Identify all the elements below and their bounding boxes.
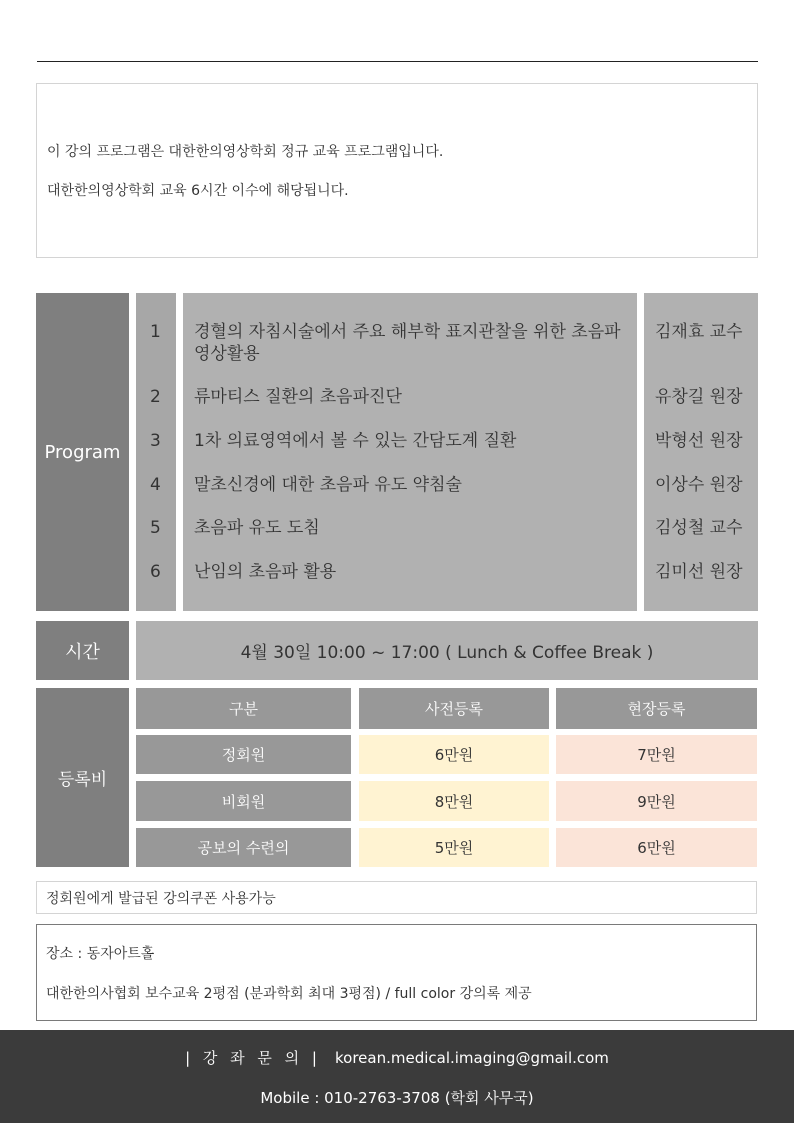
program-row-speaker: 김미선 원장	[655, 562, 743, 582]
program-row-title: 초음파 유도 도침	[194, 518, 320, 538]
program-row-title: 난임의 초음파 활용	[194, 562, 337, 582]
intro-line-2: 대한한의영상학회 교육 6시간 이수에 해당됩니다.	[47, 183, 349, 199]
program-label: Program	[36, 293, 129, 611]
venue-info	[36, 924, 757, 1021]
time-value: 4월 30일 10:00 ~ 17:00 ( Lunch & Coffee Break )	[136, 621, 758, 680]
fee-onsite-cell: 9만원	[556, 781, 757, 821]
fee-category-cell: 공보의 수련의	[136, 828, 351, 867]
program-row-title: 류마티스 질환의 초음파진단	[194, 387, 402, 407]
fee-category-cell: 정회원	[136, 735, 351, 774]
fee-pre-cell: 8만원	[359, 781, 549, 821]
top-divider	[37, 61, 758, 62]
fee-pre-cell: 6만원	[359, 735, 549, 774]
program-row-title-cont: 영상활용	[194, 344, 260, 364]
inquiry-label: | 강 좌 문 의 |	[185, 1049, 321, 1067]
fee-header-pre: 사전등록	[359, 688, 549, 729]
fee-pre-cell: 5만원	[359, 828, 549, 867]
fee-header-category: 구분	[136, 688, 351, 729]
program-row-speaker: 김성철 교수	[655, 518, 743, 538]
fee-onsite-cell: 6만원	[556, 828, 757, 867]
time-label: 시간	[36, 621, 129, 680]
program-row-number: 4	[150, 475, 161, 495]
contact-inquiry-line	[0, 1047, 794, 1068]
intro-line-1: 이 강의 프로그램은 대한한의영상학회 정규 교육 프로그램입니다.	[47, 144, 444, 160]
program-row-speaker: 이상수 원장	[655, 475, 743, 495]
fee-label: 등록비	[36, 688, 129, 867]
program-row-number: 2	[150, 387, 161, 407]
venue-location: 장소 : 동자아트홀	[46, 946, 155, 962]
venue-credits: 대한한의사협회 보수교육 2평점 (분과학회 최대 3평점) / full color 강의록 제공	[46, 986, 532, 1002]
program-row-speaker: 김재효 교수	[655, 322, 743, 342]
contact-mobile: Mobile : 010-2763-3708 (학회 사무국)	[260, 1089, 534, 1107]
fee-onsite-cell: 7만원	[556, 735, 757, 774]
program-row-title: 경혈의 자침시술에서 주요 해부학 표지관찰을 위한 초음파	[194, 322, 621, 342]
fee-category-cell: 비회원	[136, 781, 351, 821]
program-row-title: 1차 의료영역에서 볼 수 있는 간담도계 질환	[194, 431, 517, 451]
contact-footer	[0, 1030, 794, 1123]
program-row-number: 5	[150, 518, 161, 538]
program-row-number: 3	[150, 431, 161, 451]
coupon-note: 정회원에게 발급된 강의쿠폰 사용가능	[36, 881, 757, 914]
fee-header-onsite: 현장등록	[556, 688, 757, 729]
program-row-speaker: 박형선 원장	[655, 431, 743, 451]
program-row-title: 말초신경에 대한 초음파 유도 약침술	[194, 475, 462, 495]
program-row-number: 1	[150, 322, 161, 342]
intro-notice	[36, 83, 758, 258]
contact-email[interactable]: korean.medical.imaging@gmail.com	[335, 1049, 609, 1067]
program-row-number: 6	[150, 562, 161, 582]
program-row-speaker: 유창길 원장	[655, 387, 743, 407]
